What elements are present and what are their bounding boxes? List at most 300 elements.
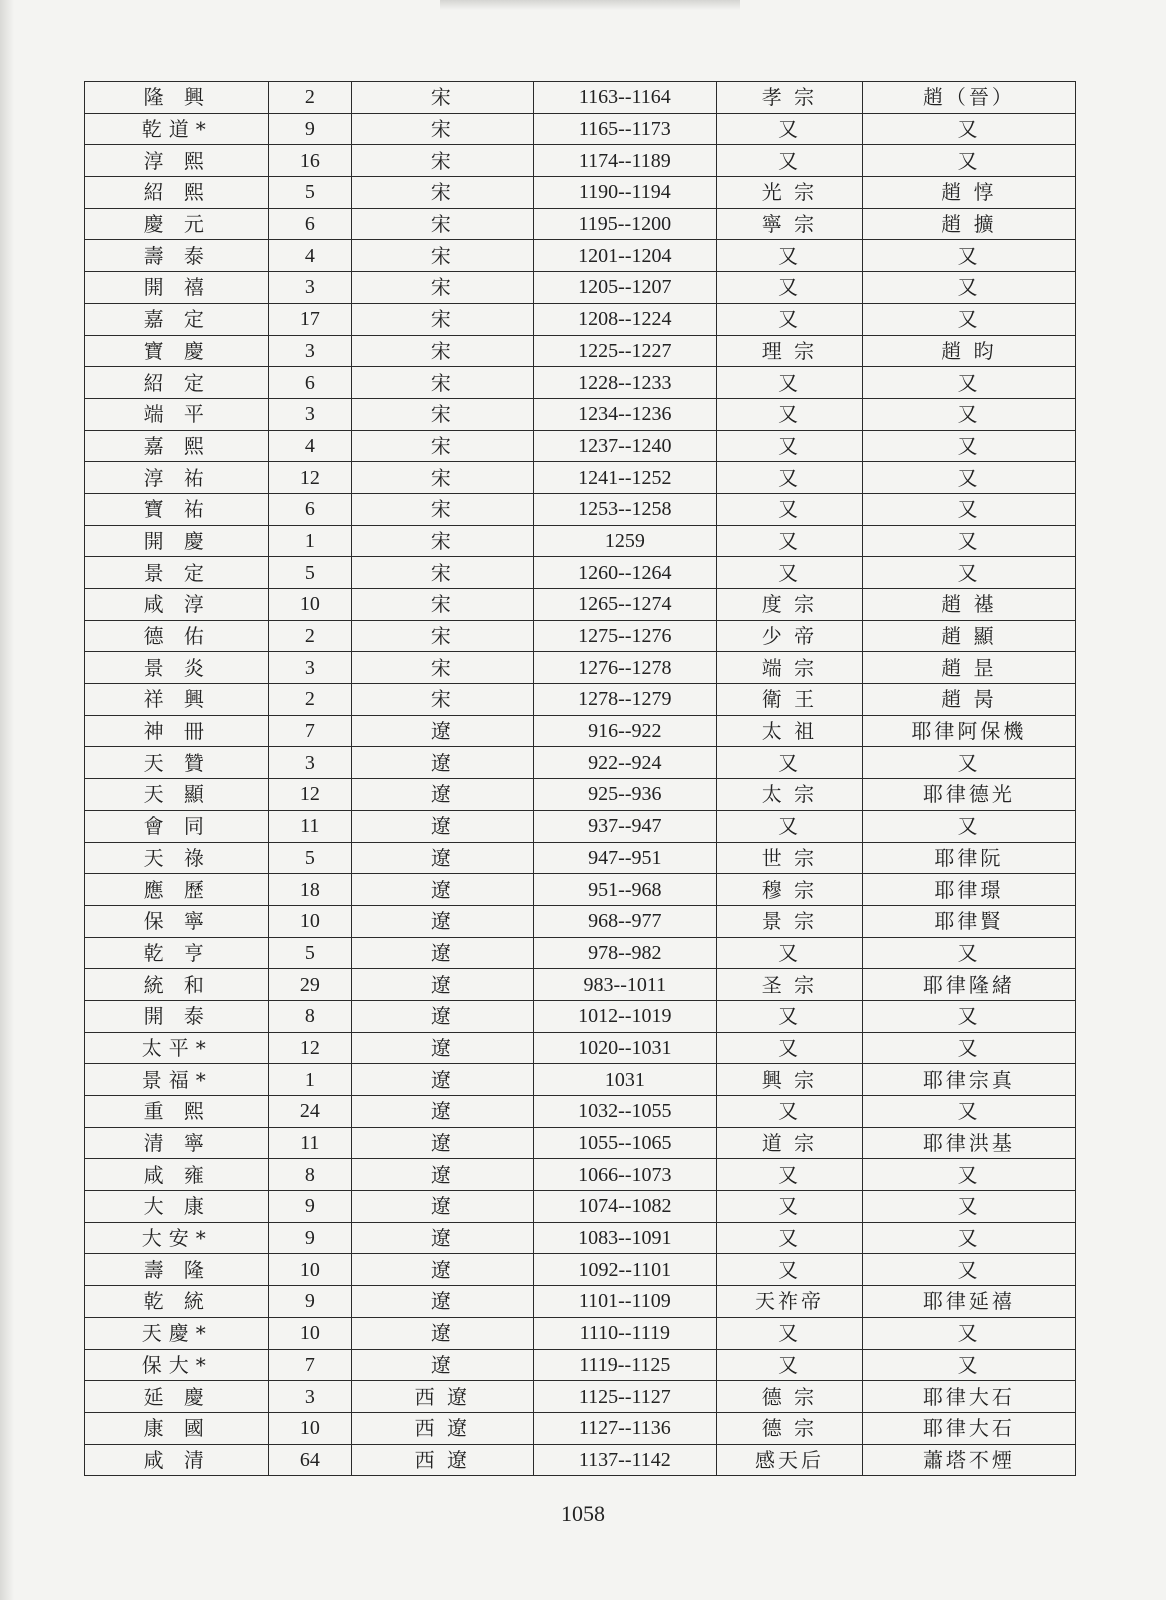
dynasty-cell: 宋 [352, 367, 533, 399]
era-name-cell: 隆 興 [85, 82, 269, 114]
dynasty-cell: 宋 [352, 462, 533, 494]
duration-years-cell: 3 [268, 747, 352, 779]
duration-years-cell: 6 [268, 493, 352, 525]
duration-years-cell: 17 [268, 303, 352, 335]
duration-years-cell: 7 [268, 1349, 352, 1381]
dynasty-cell: 遼 [352, 1064, 533, 1096]
year-range-cell: 1208--1224 [533, 303, 717, 335]
personal-name-cell: 又 [862, 1222, 1075, 1254]
year-range-cell: 983--1011 [533, 969, 717, 1001]
era-name-cell: 祥 興 [85, 684, 269, 716]
duration-years-cell: 10 [268, 1412, 352, 1444]
duration-years-cell: 12 [268, 779, 352, 811]
personal-name-cell: 耶律阿保機 [862, 715, 1075, 747]
emperor-cell: 穆 宗 [717, 874, 863, 906]
dynasty-cell: 宋 [352, 208, 533, 240]
era-name-cell: 大 康 [85, 1191, 269, 1223]
table-row [85, 557, 1076, 589]
dynasty-cell: 遼 [352, 1222, 533, 1254]
dynasty-cell: 遼 [352, 1349, 533, 1381]
table-row [85, 303, 1076, 335]
year-range-cell: 1074--1082 [533, 1191, 717, 1223]
table-row [85, 367, 1076, 399]
era-name-cell: 延 慶 [85, 1381, 269, 1413]
era-name-cell: 開 泰 [85, 1000, 269, 1032]
duration-years-cell: 12 [268, 462, 352, 494]
year-range-cell: 1165--1173 [533, 113, 717, 145]
table-row [85, 842, 1076, 874]
dynasty-cell: 宋 [352, 272, 533, 304]
table-row [85, 874, 1076, 906]
dynasty-cell: 宋 [352, 430, 533, 462]
emperor-cell: 又 [717, 430, 863, 462]
duration-years-cell: 5 [268, 557, 352, 589]
era-name-cell: 淳 熙 [85, 145, 269, 177]
emperor-cell: 又 [717, 1000, 863, 1032]
personal-name-cell: 又 [862, 1317, 1075, 1349]
dynasty-cell: 遼 [352, 1000, 533, 1032]
personal-name-cell: 又 [862, 1191, 1075, 1223]
personal-name-cell: 又 [862, 430, 1075, 462]
era-name-cell: 太平* [85, 1032, 269, 1064]
table-row [85, 177, 1076, 209]
personal-name-cell: 耶律大石 [862, 1412, 1075, 1444]
era-name-cell: 神 冊 [85, 715, 269, 747]
dynasty-cell: 宋 [352, 335, 533, 367]
year-range-cell: 1012--1019 [533, 1000, 717, 1032]
personal-name-cell: 又 [862, 462, 1075, 494]
emperor-cell: 理 宗 [717, 335, 863, 367]
personal-name-cell: 又 [862, 303, 1075, 335]
year-range-cell: 922--924 [533, 747, 717, 779]
emperor-cell: 又 [717, 367, 863, 399]
year-range-cell: 925--936 [533, 779, 717, 811]
table-row [85, 1222, 1076, 1254]
table-row [85, 589, 1076, 621]
duration-years-cell: 5 [268, 177, 352, 209]
personal-name-cell: 又 [862, 1159, 1075, 1191]
era-name-cell: 壽 泰 [85, 240, 269, 272]
dynasty-cell: 宋 [352, 652, 533, 684]
emperor-cell: 又 [717, 525, 863, 557]
table-row [85, 684, 1076, 716]
dynasty-cell: 宋 [352, 177, 533, 209]
emperor-cell: 度 宗 [717, 589, 863, 621]
emperor-cell: 世 宗 [717, 842, 863, 874]
dynasty-cell: 宋 [352, 303, 533, 335]
dynasty-cell: 宋 [352, 620, 533, 652]
emperor-cell: 又 [717, 1349, 863, 1381]
duration-years-cell: 3 [268, 1381, 352, 1413]
year-range-cell: 1174--1189 [533, 145, 717, 177]
duration-years-cell: 9 [268, 1191, 352, 1223]
emperor-cell: 又 [717, 1032, 863, 1064]
table-row [85, 113, 1076, 145]
duration-years-cell: 9 [268, 1286, 352, 1318]
emperor-cell: 又 [717, 303, 863, 335]
dynasty-cell: 西 遼 [352, 1412, 533, 1444]
year-range-cell: 1195--1200 [533, 208, 717, 240]
duration-years-cell: 11 [268, 810, 352, 842]
duration-years-cell: 12 [268, 1032, 352, 1064]
year-range-cell: 978--982 [533, 937, 717, 969]
emperor-cell: 又 [717, 145, 863, 177]
year-range-cell: 1031 [533, 1064, 717, 1096]
emperor-cell: 太 宗 [717, 779, 863, 811]
personal-name-cell: 又 [862, 367, 1075, 399]
duration-years-cell: 10 [268, 589, 352, 621]
table-row [85, 1349, 1076, 1381]
emperor-cell: 寧 宗 [717, 208, 863, 240]
emperor-cell: 又 [717, 113, 863, 145]
era-name-cell: 統 和 [85, 969, 269, 1001]
year-range-cell: 1119--1125 [533, 1349, 717, 1381]
table-row [85, 525, 1076, 557]
dynasty-cell: 遼 [352, 1127, 533, 1159]
emperor-cell: 孝 宗 [717, 82, 863, 114]
year-range-cell: 916--922 [533, 715, 717, 747]
table-row [85, 1032, 1076, 1064]
era-name-cell: 寶 慶 [85, 335, 269, 367]
era-name-cell: 咸 清 [85, 1444, 269, 1476]
table-row [85, 272, 1076, 304]
personal-name-cell: 耶律宗真 [862, 1064, 1075, 1096]
dynasty-cell: 西 遼 [352, 1381, 533, 1413]
personal-name-cell: 耶律隆緒 [862, 969, 1075, 1001]
duration-years-cell: 64 [268, 1444, 352, 1476]
personal-name-cell: 又 [862, 557, 1075, 589]
emperor-cell: 圣 宗 [717, 969, 863, 1001]
year-range-cell: 1278--1279 [533, 684, 717, 716]
duration-years-cell: 10 [268, 1254, 352, 1286]
table-row [85, 779, 1076, 811]
duration-years-cell: 4 [268, 430, 352, 462]
era-name-cell: 天 祿 [85, 842, 269, 874]
year-range-cell: 1201--1204 [533, 240, 717, 272]
dynasty-cell: 遼 [352, 1159, 533, 1191]
emperor-cell: 德 宗 [717, 1381, 863, 1413]
year-range-cell: 1137--1142 [533, 1444, 717, 1476]
dynasty-cell: 宋 [352, 525, 533, 557]
emperor-cell: 少 帝 [717, 620, 863, 652]
personal-name-cell: 又 [862, 493, 1075, 525]
table-row [85, 715, 1076, 747]
era-name-cell: 乾 亨 [85, 937, 269, 969]
year-range-cell: 1241--1252 [533, 462, 717, 494]
personal-name-cell: 又 [862, 145, 1075, 177]
era-name-cell: 寶 祐 [85, 493, 269, 525]
emperor-cell: 衛 王 [717, 684, 863, 716]
table-row [85, 905, 1076, 937]
year-range-cell: 1259 [533, 525, 717, 557]
year-range-cell: 1260--1264 [533, 557, 717, 589]
era-name-cell: 嘉 熙 [85, 430, 269, 462]
emperor-cell: 又 [717, 1096, 863, 1128]
emperor-cell: 光 宗 [717, 177, 863, 209]
personal-name-cell: 耶律洪基 [862, 1127, 1075, 1159]
table-row [85, 1127, 1076, 1159]
duration-years-cell: 2 [268, 82, 352, 114]
duration-years-cell: 6 [268, 208, 352, 240]
duration-years-cell: 3 [268, 272, 352, 304]
personal-name-cell: 趙 惇 [862, 177, 1075, 209]
duration-years-cell: 4 [268, 240, 352, 272]
era-name-cell: 淳 祐 [85, 462, 269, 494]
year-range-cell: 1127--1136 [533, 1412, 717, 1444]
dynasty-cell: 遼 [352, 969, 533, 1001]
era-name-cell: 咸 雍 [85, 1159, 269, 1191]
duration-years-cell: 11 [268, 1127, 352, 1159]
personal-name-cell: 耶律德光 [862, 779, 1075, 811]
dynasty-cell: 遼 [352, 779, 533, 811]
personal-name-cell: 又 [862, 747, 1075, 779]
year-range-cell: 1225--1227 [533, 335, 717, 367]
table-row [85, 398, 1076, 430]
emperor-cell: 又 [717, 1254, 863, 1286]
year-range-cell: 1234--1236 [533, 398, 717, 430]
era-name-cell: 保大* [85, 1349, 269, 1381]
year-range-cell: 1275--1276 [533, 620, 717, 652]
dynasty-cell: 宋 [352, 493, 533, 525]
table-row [85, 1254, 1076, 1286]
table-row [85, 1000, 1076, 1032]
era-name-cell: 紹 熙 [85, 177, 269, 209]
duration-years-cell: 10 [268, 905, 352, 937]
year-range-cell: 1032--1055 [533, 1096, 717, 1128]
dynasty-cell: 宋 [352, 557, 533, 589]
emperor-cell: 感天后 [717, 1444, 863, 1476]
era-name-cell: 應 歷 [85, 874, 269, 906]
table-row [85, 1096, 1076, 1128]
personal-name-cell: 趙（晉） [862, 82, 1075, 114]
era-name-cell: 清 寧 [85, 1127, 269, 1159]
dynasty-cell: 宋 [352, 113, 533, 145]
table-row [85, 335, 1076, 367]
personal-name-cell: 趙 顯 [862, 620, 1075, 652]
personal-name-cell: 又 [862, 1254, 1075, 1286]
personal-name-cell: 耶律大石 [862, 1381, 1075, 1413]
personal-name-cell: 趙 擴 [862, 208, 1075, 240]
personal-name-cell: 又 [862, 240, 1075, 272]
dynasty-cell: 遼 [352, 937, 533, 969]
era-name-cell: 慶 元 [85, 208, 269, 240]
personal-name-cell: 又 [862, 1349, 1075, 1381]
dynasty-cell: 遼 [352, 1191, 533, 1223]
duration-years-cell: 18 [268, 874, 352, 906]
era-name-cell: 開 禧 [85, 272, 269, 304]
year-range-cell: 1276--1278 [533, 652, 717, 684]
table-row [85, 747, 1076, 779]
table-row [85, 430, 1076, 462]
dynasty-cell: 遼 [352, 1286, 533, 1318]
personal-name-cell: 又 [862, 937, 1075, 969]
year-range-cell: 1253--1258 [533, 493, 717, 525]
dynasty-cell: 遼 [352, 874, 533, 906]
era-name-cell: 保 寧 [85, 905, 269, 937]
table-row [85, 1412, 1076, 1444]
emperor-cell: 興 宗 [717, 1064, 863, 1096]
year-range-cell: 1083--1091 [533, 1222, 717, 1254]
era-name-cell: 會 同 [85, 810, 269, 842]
emperor-cell: 又 [717, 272, 863, 304]
era-name-cell: 康 國 [85, 1412, 269, 1444]
duration-years-cell: 1 [268, 525, 352, 557]
emperor-cell: 端 宗 [717, 652, 863, 684]
year-range-cell: 1055--1065 [533, 1127, 717, 1159]
year-range-cell: 1092--1101 [533, 1254, 717, 1286]
era-name-cell: 天 顯 [85, 779, 269, 811]
dynasty-cell: 宋 [352, 82, 533, 114]
table-row [85, 810, 1076, 842]
year-range-cell: 1125--1127 [533, 1381, 717, 1413]
personal-name-cell: 又 [862, 525, 1075, 557]
era-name-table [84, 81, 1076, 1476]
table-row [85, 1064, 1076, 1096]
year-range-cell: 968--977 [533, 905, 717, 937]
table-row [85, 1286, 1076, 1318]
year-range-cell: 937--947 [533, 810, 717, 842]
year-range-cell: 1020--1031 [533, 1032, 717, 1064]
era-name-cell: 大安* [85, 1222, 269, 1254]
year-range-cell: 951--968 [533, 874, 717, 906]
era-name-cell: 景 定 [85, 557, 269, 589]
dynasty-cell: 遼 [352, 747, 533, 779]
era-name-cell: 紹 定 [85, 367, 269, 399]
emperor-cell: 又 [717, 557, 863, 589]
dynasty-cell: 宋 [352, 684, 533, 716]
year-range-cell: 1101--1109 [533, 1286, 717, 1318]
personal-name-cell: 又 [862, 810, 1075, 842]
dynasty-cell: 宋 [352, 240, 533, 272]
personal-name-cell: 又 [862, 1000, 1075, 1032]
dynasty-cell: 遼 [352, 905, 533, 937]
duration-years-cell: 29 [268, 969, 352, 1001]
dynasty-cell: 遼 [352, 810, 533, 842]
emperor-cell: 又 [717, 240, 863, 272]
personal-name-cell: 又 [862, 272, 1075, 304]
table-row [85, 1444, 1076, 1476]
dynasty-cell: 西 遼 [352, 1444, 533, 1476]
page-number: 1058 [561, 1501, 605, 1526]
era-name-cell: 景 炎 [85, 652, 269, 684]
table-row [85, 240, 1076, 272]
year-range-cell: 1190--1194 [533, 177, 717, 209]
emperor-cell: 又 [717, 462, 863, 494]
year-range-cell: 1110--1119 [533, 1317, 717, 1349]
table-row [85, 1317, 1076, 1349]
era-table-body [85, 82, 1076, 1476]
duration-years-cell: 2 [268, 684, 352, 716]
dynasty-cell: 遼 [352, 1317, 533, 1349]
personal-name-cell: 趙 禥 [862, 589, 1075, 621]
personal-name-cell: 又 [862, 113, 1075, 145]
duration-years-cell: 10 [268, 1317, 352, 1349]
year-range-cell: 1163--1164 [533, 82, 717, 114]
table-row [85, 145, 1076, 177]
emperor-cell: 又 [717, 1222, 863, 1254]
emperor-cell: 又 [717, 493, 863, 525]
table-row [85, 462, 1076, 494]
dynasty-cell: 遼 [352, 715, 533, 747]
year-range-cell: 947--951 [533, 842, 717, 874]
era-name-cell: 乾道* [85, 113, 269, 145]
personal-name-cell: 耶律賢 [862, 905, 1075, 937]
table-row [85, 969, 1076, 1001]
era-name-cell: 乾 統 [85, 1286, 269, 1318]
era-name-cell: 德 佑 [85, 620, 269, 652]
era-name-cell: 咸 淳 [85, 589, 269, 621]
emperor-cell: 又 [717, 937, 863, 969]
emperor-cell: 又 [717, 398, 863, 430]
duration-years-cell: 5 [268, 937, 352, 969]
table-row [85, 82, 1076, 114]
emperor-cell: 又 [717, 747, 863, 779]
dynasty-cell: 遼 [352, 1032, 533, 1064]
page-edge-shadow [0, 0, 14, 1600]
era-name-cell: 嘉 定 [85, 303, 269, 335]
table-row [85, 652, 1076, 684]
table-row [85, 208, 1076, 240]
duration-years-cell: 24 [268, 1096, 352, 1128]
dynasty-cell: 宋 [352, 589, 533, 621]
table-row [85, 1381, 1076, 1413]
year-range-cell: 1237--1240 [533, 430, 717, 462]
duration-years-cell: 8 [268, 1159, 352, 1191]
dynasty-cell: 遼 [352, 842, 533, 874]
personal-name-cell: 又 [862, 398, 1075, 430]
duration-years-cell: 5 [268, 842, 352, 874]
duration-years-cell: 7 [268, 715, 352, 747]
duration-years-cell: 16 [268, 145, 352, 177]
duration-years-cell: 3 [268, 398, 352, 430]
personal-name-cell: 趙 昰 [862, 652, 1075, 684]
table-row [85, 1191, 1076, 1223]
personal-name-cell: 蕭塔不煙 [862, 1444, 1075, 1476]
emperor-cell: 又 [717, 1317, 863, 1349]
personal-name-cell: 趙 昀 [862, 335, 1075, 367]
dynasty-cell: 宋 [352, 145, 533, 177]
duration-years-cell: 2 [268, 620, 352, 652]
emperor-cell: 太 祖 [717, 715, 863, 747]
emperor-cell: 又 [717, 1159, 863, 1191]
personal-name-cell: 耶律璟 [862, 874, 1075, 906]
emperor-cell: 景 宗 [717, 905, 863, 937]
table-row [85, 620, 1076, 652]
dynasty-cell: 遼 [352, 1254, 533, 1286]
personal-name-cell: 趙 昺 [862, 684, 1075, 716]
era-name-cell: 天慶* [85, 1317, 269, 1349]
era-name-cell: 壽 隆 [85, 1254, 269, 1286]
year-range-cell: 1228--1233 [533, 367, 717, 399]
duration-years-cell: 3 [268, 335, 352, 367]
era-name-cell: 端 平 [85, 398, 269, 430]
emperor-cell: 又 [717, 1191, 863, 1223]
emperor-cell: 德 宗 [717, 1412, 863, 1444]
era-name-cell: 景福* [85, 1064, 269, 1096]
era-name-cell: 重 熙 [85, 1096, 269, 1128]
emperor-cell: 又 [717, 810, 863, 842]
table-row [85, 1159, 1076, 1191]
era-name-cell: 天 贊 [85, 747, 269, 779]
dynasty-cell: 遼 [352, 1096, 533, 1128]
personal-name-cell: 又 [862, 1096, 1075, 1128]
duration-years-cell: 9 [268, 113, 352, 145]
duration-years-cell: 3 [268, 652, 352, 684]
scan-artifact [440, 0, 740, 10]
duration-years-cell: 1 [268, 1064, 352, 1096]
duration-years-cell: 8 [268, 1000, 352, 1032]
year-range-cell: 1066--1073 [533, 1159, 717, 1191]
